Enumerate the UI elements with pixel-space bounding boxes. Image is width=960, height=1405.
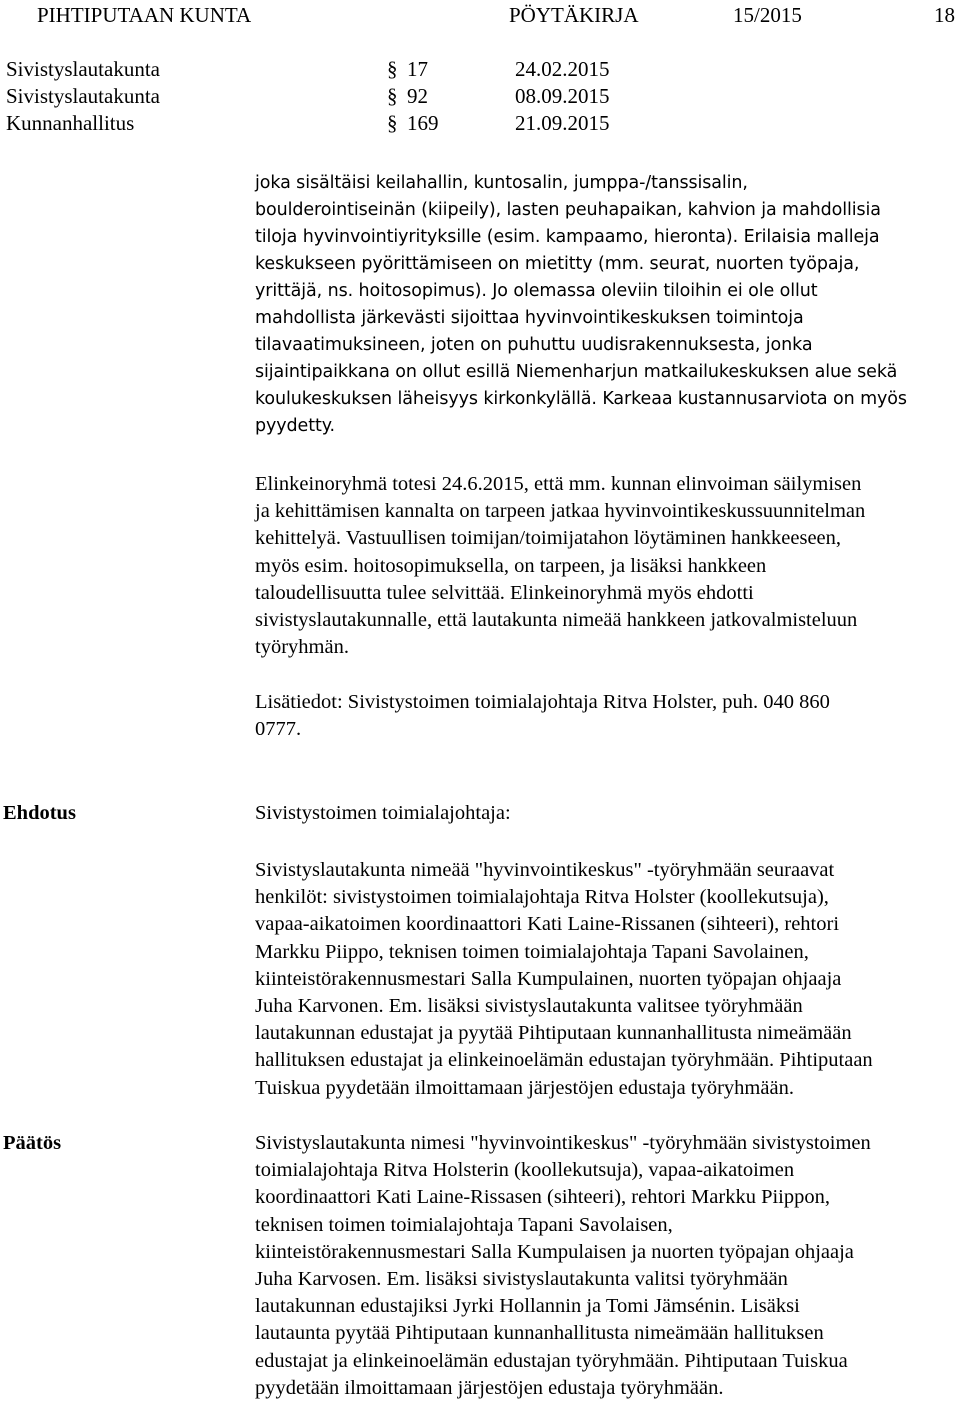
header-doc-number: 15/2015 xyxy=(733,3,802,27)
text-line: sivistyslautakunnalle, että lautakunta nimeää hankkeen jatkovalmisteluun xyxy=(255,608,858,631)
proposal-intro: Sivistystoimen toimialajohtaja: xyxy=(255,802,511,824)
text-line: Sivistyslautakunta nimesi "hyvinvointikeskus" -työryhmään sivistystoimen xyxy=(255,1132,871,1154)
text-line: Sivistyslautakunta nimeää "hyvinvointikeskus" -työryhmään seuraavat xyxy=(255,859,835,881)
text-line: tilavaatimuksineen, joten on puhuttu uudisrakennuksesta, jonka xyxy=(255,335,813,355)
section-symbol: § xyxy=(387,111,398,135)
text-line: edustajat ja elinkeinoelämän edustajan työryhmään. Pihtiputaan Tuiskua xyxy=(255,1349,848,1372)
decision-label: Päätös xyxy=(3,1132,62,1154)
header-doc-type: PÖYTÄKIRJA xyxy=(509,3,639,27)
reference-date: 21.09.2015 xyxy=(515,111,610,135)
reference-body: Sivistyslautakunta xyxy=(6,84,160,108)
text-line: 0777. xyxy=(255,718,302,741)
reference-number: 92 xyxy=(407,84,428,108)
text-line: vapaa-aikatoimen koordinaattori Kati Laine-Rissanen (sihteeri), rehtori xyxy=(255,913,840,936)
text-line: henkilöt: sivistystoimen toimialajohtaja Ritva Holster (koollekutsuja), xyxy=(255,886,829,909)
text-line: ja kehittämisen kannalta on tarpeen jatkaa hyvinvointikeskussuunnitelman xyxy=(255,500,866,523)
proposal-label: Ehdotus xyxy=(3,802,76,824)
text-line: sijaintipaikkana on ollut esillä Niemenharjun matkailukeskuksen alue sekä xyxy=(255,362,898,382)
section-symbol: § xyxy=(387,57,398,81)
text-line: mahdollista järkevästi sijoittaa hyvinvointikeskuksen toimintoja xyxy=(255,308,804,328)
text-line: lautaunta pyytää Pihtiputaan kunnanhallitusta nimeämään hallituksen xyxy=(255,1322,824,1345)
reference-number: 169 xyxy=(407,111,439,135)
text-line: tiloja hyvinvointiyrityksille (esim. kampaamo, hieronta). Erilaisia malleja xyxy=(255,227,880,247)
text-line: myös esim. hoitosopimuksella, on tarpeen, ja lisäksi hankkeen xyxy=(255,554,767,577)
text-line: toimialajohtaja Ritva Holsterin (koollekutsuja), vapaa-aikatoimen xyxy=(255,1159,795,1182)
header-organization: PIHTIPUTAAN KUNTA xyxy=(37,3,252,27)
text-line: taloudellisuutta tulee selvittää. Elinkeinoryhmä myös ehdotti xyxy=(255,581,754,604)
reference-date: 24.02.2015 xyxy=(515,57,610,81)
proposal-text xyxy=(255,857,960,1102)
reference-date: 08.09.2015 xyxy=(515,84,610,108)
text-line: yrittäjä, ns. hoitosopimus). Jo olemassa oleviin tiloihin ei ole ollut xyxy=(255,281,818,301)
header-page-number: 18 xyxy=(934,3,955,27)
text-line: työryhmän. xyxy=(255,636,349,659)
paragraph-contact-info xyxy=(255,689,960,743)
text-line: kiinteistörakennusmestari Salla Kumpulaisen ja nuorten työpajan ohjaaja xyxy=(255,1240,854,1263)
text-line: boulderointiseinän (kiipeily), lasten peuhapaikan, kahvion ja mahdollisia xyxy=(255,200,881,220)
text-line: pyydetään ilmoittamaan järjestöjen edustaja työryhmään. xyxy=(255,1376,724,1399)
text-line: Juha Karvosen. Em. lisäksi sivistyslautakunta valitsi työryhmään xyxy=(255,1267,788,1290)
reference-body: Sivistyslautakunta xyxy=(6,57,160,81)
text-line: hallituksen edustajat ja elinkeinoelämän edustajan työryhmään. Pihtiputaan xyxy=(255,1049,873,1072)
text-line: Lisätiedot: Sivistystoimen toimialajohtaja Ritva Holster, puh. 040 860 xyxy=(255,691,830,713)
text-line: koordinaattori Kati Laine-Rissasen (sihteeri), rehtori Markku Piippon, xyxy=(255,1186,831,1209)
text-line: Tuiskua pyydetään ilmoittamaan järjestöjen edustaja työryhmään. xyxy=(255,1076,794,1099)
paragraph-working-group xyxy=(255,471,960,661)
text-line: lautakunnan edustajiksi Jyrki Hollannin ja Tomi Jämsénin. Lisäksi xyxy=(255,1295,800,1318)
paragraph-background xyxy=(255,170,960,440)
reference-number: 17 xyxy=(407,57,428,81)
decision-text xyxy=(255,1130,960,1402)
proposal-intro-block xyxy=(255,800,960,827)
text-line: joka sisältäisi keilahallin, kuntosalin, jumppa-/tanssisalin, xyxy=(255,173,748,193)
text-line: kiinteistörakennusmestari Salla Kumpulainen, nuorten työpajan ohjaaja xyxy=(255,967,842,990)
section-symbol: § xyxy=(387,84,398,108)
reference-body: Kunnanhallitus xyxy=(6,111,135,135)
text-line: pyydetty. xyxy=(255,416,335,436)
text-line: kehittelyä. Vastuullisen toimijan/toimijatahon löytäminen hankkeeseen, xyxy=(255,527,842,550)
text-line: koulukeskuksen läheisyys kirkonkylällä. Karkeaa kustannusarviota on myös xyxy=(255,389,907,409)
text-line: Juha Karvonen. Em. lisäksi sivistyslautakunta valitsee työryhmään xyxy=(255,994,803,1017)
text-line: Elinkeinoryhmä totesi 24.6.2015, että mm. kunnan elinvoiman säilymisen xyxy=(255,473,862,495)
text-line: keskukseen pyörittämiseen on mietitty (mm. seurat, nuorten työpaja, xyxy=(255,254,860,274)
text-line: Markku Piippo, teknisen toimen toimialajohtaja Tapani Savolainen, xyxy=(255,940,809,963)
text-line: teknisen toimen toimialajohtaja Tapani Savolaisen, xyxy=(255,1213,673,1236)
text-line: lautakunnan edustajat ja pyytää Pihtiputaan kunnanhallitusta nimeämään xyxy=(255,1022,852,1045)
